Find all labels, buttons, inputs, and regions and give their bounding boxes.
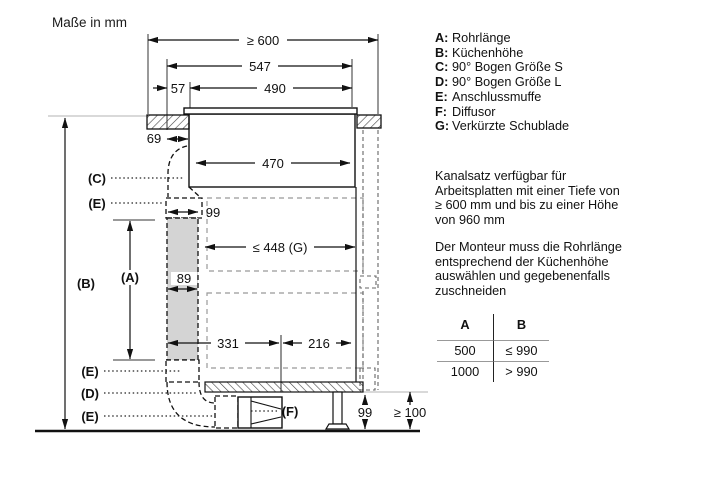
info-panel — [435, 0, 721, 482]
adjustable-foot — [326, 392, 349, 429]
dim-69-label: 69 — [146, 131, 162, 146]
note-line: von 960 mm — [435, 212, 505, 227]
dim-89-label: 89 — [176, 271, 192, 286]
note-line: auswählen und gegebenenfalls — [435, 269, 610, 283]
dim-99-foot-label: 99 — [357, 405, 373, 420]
dim-57-label: 57 — [170, 81, 186, 96]
dim-490-label: 490 — [264, 81, 286, 96]
legend-key: D: — [435, 75, 449, 90]
legend-item — [435, 31, 569, 46]
legend-key: C: — [435, 60, 449, 75]
legend-label: Rohrlänge — [452, 31, 511, 45]
pipe-length-table — [437, 314, 549, 382]
dim-547-label: 547 — [249, 59, 271, 74]
note-line: entsprechend der Küchenhöhe — [435, 254, 609, 269]
table-cell: > 990 — [493, 362, 549, 382]
legend-label: Küchenhöhe — [452, 45, 524, 60]
legend-label: Verkürzte Schublade — [452, 119, 570, 134]
sleeve-bottom — [215, 396, 238, 428]
label-A: (A) — [120, 270, 140, 285]
legend-item — [435, 90, 569, 105]
legend — [435, 31, 569, 134]
legend-key: E: — [435, 89, 448, 104]
hob-body — [189, 114, 355, 187]
note-installer — [435, 240, 622, 298]
page-title: Maße in mm — [52, 15, 128, 30]
label-F: (F) — [281, 404, 299, 419]
table-header-A: A — [437, 314, 493, 341]
note-duct-kit — [435, 169, 620, 227]
dim-331-label: 331 — [217, 336, 239, 351]
note-line: zuschneiden — [435, 283, 507, 298]
legend-item — [435, 60, 569, 75]
label-B: (B) — [76, 276, 96, 291]
worktop-left — [147, 115, 189, 129]
legend-item — [435, 105, 569, 120]
extension-lines — [113, 34, 378, 360]
rear-channel-outline — [360, 130, 378, 390]
dim-470-label: 470 — [262, 156, 284, 171]
label-E-top: (E) — [88, 196, 106, 211]
legend-key: G: — [435, 119, 450, 134]
dim-216-label: 216 — [308, 336, 330, 351]
note-line: Kanalsatz verfügbar für — [435, 169, 567, 183]
table-header-B: B — [493, 314, 549, 341]
note-line: Arbeitsplatten mit einer Tiefe von — [435, 183, 620, 198]
legend-item — [435, 119, 569, 134]
legend-key: F: — [435, 104, 447, 119]
legend-item — [435, 46, 569, 61]
dim-100-label: ≥ 100 — [393, 405, 427, 420]
dim-600-label: ≥ 600 — [246, 33, 280, 48]
table-cell: 1000 — [450, 364, 480, 379]
cabinet-bottom-panel — [205, 382, 363, 392]
table-cell: ≤ 990 — [493, 341, 549, 362]
legend-item — [435, 75, 569, 90]
legend-key: A: — [435, 31, 449, 45]
hob-glass-plate — [184, 108, 357, 114]
legend-label: 90° Bogen Größe L — [452, 75, 562, 90]
label-E-bottom: (E) — [81, 409, 99, 424]
legend-label: 90° Bogen Größe S — [452, 60, 563, 75]
legend-key: B: — [435, 45, 449, 60]
note-line: Der Monteur muss die Rohrlänge — [435, 240, 622, 254]
dim-99-sleeve-label: 99 — [205, 205, 221, 220]
legend-label: Diffusor — [452, 104, 496, 119]
dim-448-label: ≤ 448 (G) — [252, 240, 308, 255]
label-C: (C) — [87, 171, 107, 186]
sleeve-top — [166, 198, 202, 218]
table-cell: 500 — [437, 341, 493, 362]
label-D: (D) — [80, 386, 100, 401]
label-E-mid: (E) — [81, 364, 99, 379]
worktop-right — [357, 115, 381, 128]
diffusor — [238, 397, 282, 428]
note-line: ≥ 600 mm und bis zu einer Höhe — [435, 198, 619, 212]
legend-label: Anschlussmuffe — [452, 89, 542, 104]
